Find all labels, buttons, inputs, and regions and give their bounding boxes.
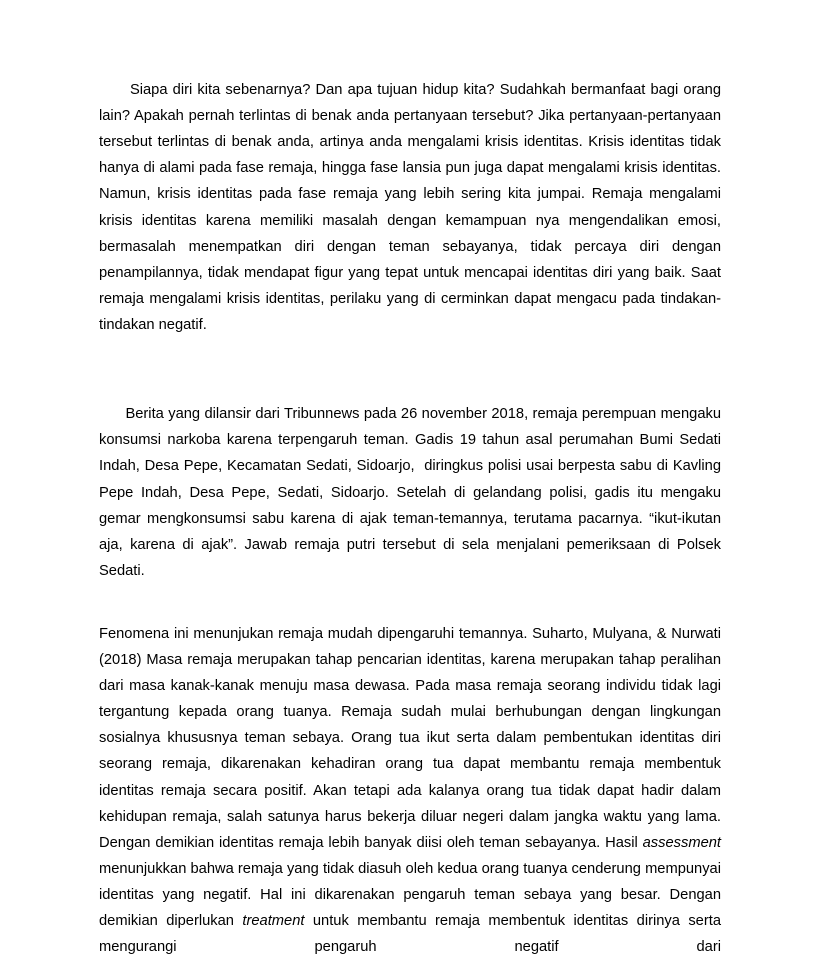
paragraph-text: untuk membantu remaja membentuk identitas dirinya serta mengurangi pengaruh negatif dari bbox=[99, 913, 726, 956]
paragraph-text: menunjukkan bahwa remaja yang tidak diasuh oleh kedua orang tuanya cenderung mempunyai identitas yang negatif. Hal ini dikarenakan pengaruh teman sebaya yang besar. Dengan demikian diperlukan bbox=[99, 834, 726, 929]
paragraph-text: Siapa diri kita sebenarnya? Dan apa tujuan hidup kita? Sudahkah bermanfaat bagi orang lain? Apakah pernah terlintas di benak anda pertanyaan tersebut? Jika pertanyaan-pertanyaan tersebut terlintas di benak anda, artinya anda mengalami krisis identitas. Krisis identitas tidak hanya di alami pada fase remaja, hingga fase lansia pun juga dapat mengalami krisis identitas. Namun, krisis identitas pada fase remaja yang lebih sering kita jumpai. Remaja mengalami krisis identitas karena memiliki masalah dengan kemampuan nya mengendalikan emosi, bermasalah menempatkan diri dengan teman sebayanya, tidak percaya diri dengan penampilannya, tidak mendapat figur yang tepat untuk mencapai identitas diri yang baik. Saat remaja mengalami krisis identitas, perilaku yang di cerminkan dapat mengacu pada tindakan-tindakan negatif. bbox=[99, 82, 730, 333]
italic-term-treatment: treatment bbox=[242, 913, 305, 929]
paragraph-text: Fenomena ini menunjukan remaja mudah dipengaruhi temannya. Suharto, Mulyana, & Nurwati (2018) Masa remaja merupakan tahap pencarian identitas, karena merupakan tahap peralihan dari masa kanak-kanak menuju masa dewasa. Pada masa remaja seorang individu tidak lagi tergantung kepada orang tuanya. Remaja sudah mulai berhubungan dengan lingkungan sosialnya khususnya teman sebaya. Orang tua ikut serta dalam pembentukan identitas diri seorang remaja, dikarenakan kehadiran orang tua dapat membantu remaja membentuk identitas remaja secara positif. Akan tetapi ada kalanya orang tua tidak dapat hadir dalam kehidupan remaja, salah satunya harus bekerja diluar negeri dalam jangka waktu yang lama. Dengan demikian identitas remaja lebih banyak diisi oleh teman sebayanya. Hasil bbox=[99, 625, 726, 851]
italic-term-assessment: assessment bbox=[642, 834, 721, 851]
paragraph-phenomenon bbox=[99, 621, 726, 960]
paragraph-news-report bbox=[99, 375, 726, 610]
document-body bbox=[99, 51, 730, 971]
paragraph-identity-crisis bbox=[99, 51, 730, 364]
paragraph-text: Berita yang dilansir dari Tribunnews pada 26 november 2018, remaja perempuan mengaku konsumsi narkoba karena terpengaruh teman. Gadis 19 tahun asal perumahan Bumi Sedati Indah, Desa Pepe, Kecamatan Sedati, Sidoarjo, diringkus polisi usai berpesta sabu di Kavling Pepe Indah, Desa Pepe, Sedati, Sidoarjo. Setelah di gelandang polisi, gadis itu mengaku gemar mengkonsumsi sabu karena di ajak teman-temannya, terutama pacarnya. “ikut-ikutan aja, karena di ajak”. Jawab remaja putri tersebut di sela menjalani pemeriksaan di Polsek Sedati. bbox=[99, 406, 726, 579]
